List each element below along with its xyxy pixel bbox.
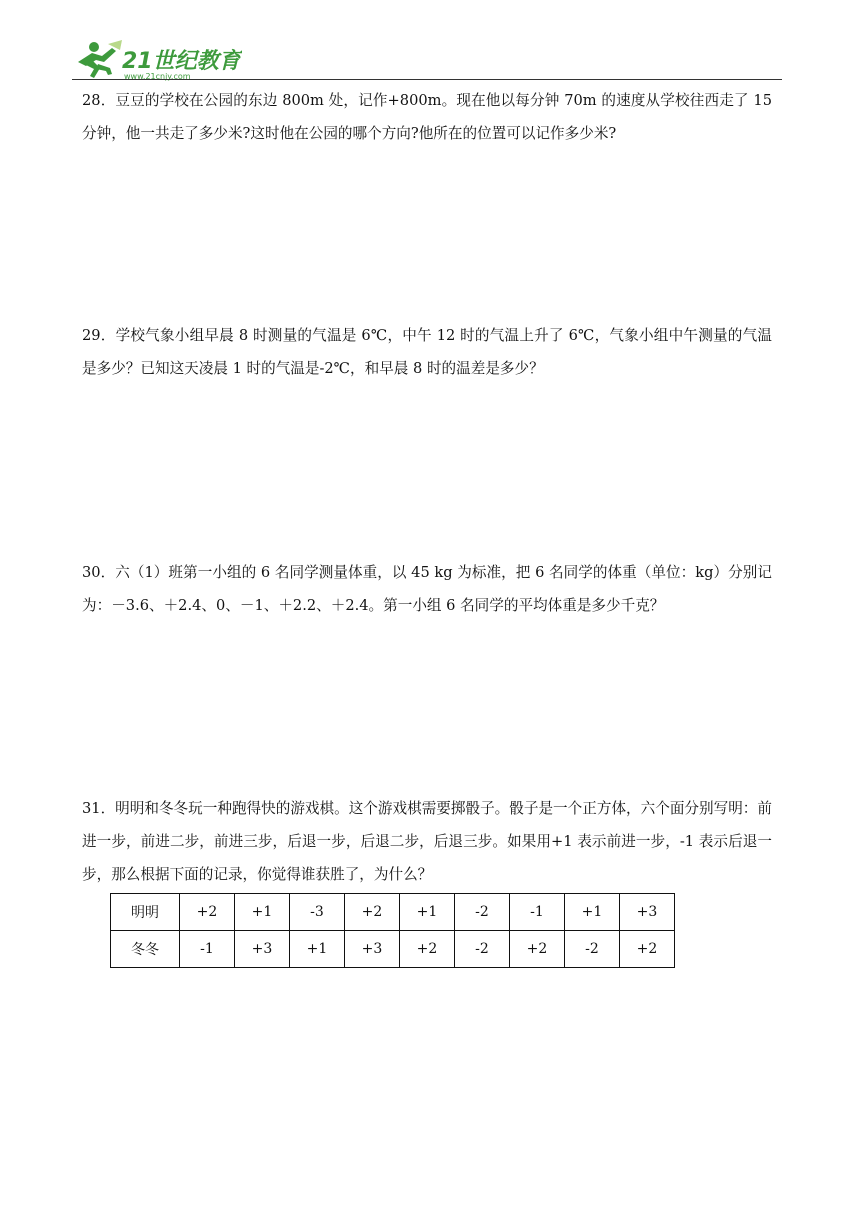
question-text: 30．六（1）班第一小组的 6 名同学测量体重，以 45 kg 为标准，把 6 名同学的体重（单位：kg）分别记为：－3.6、＋2.4、0、－1、＋2.2、＋2.4。第一小组 6 名同学的平均体重是多少千克？	[82, 564, 772, 614]
score-cell: +3	[345, 931, 400, 968]
score-cell: +3	[235, 931, 290, 968]
score-cell: +1	[565, 894, 620, 931]
score-cell: +2	[620, 931, 675, 968]
runner-icon	[78, 42, 116, 78]
score-cell: -1	[180, 931, 235, 968]
score-cell: +1	[235, 894, 290, 931]
score-cell: -2	[455, 894, 510, 931]
question-28	[82, 84, 772, 150]
score-cell: +2	[400, 931, 455, 968]
site-logo	[72, 38, 242, 82]
header-divider	[72, 79, 782, 80]
player-name-cell: 冬冬	[111, 931, 180, 968]
question-29	[82, 319, 772, 385]
flag-icon	[108, 40, 122, 50]
logo-text: 21世纪教育	[122, 49, 241, 74]
question-30	[82, 556, 772, 622]
score-cell: -2	[565, 931, 620, 968]
question-text: 29．学校气象小组早晨 8 时测量的气温是 6℃，中午 12 时的气温上升了 6℃，气象小组中午测量的气温是多少？已知这天凌晨 1 时的气温是-2℃，和早晨 8 时的温差是多少？	[82, 327, 772, 377]
score-cell: -2	[455, 931, 510, 968]
question-31	[82, 792, 772, 891]
score-cell: +1	[290, 931, 345, 968]
score-cell: +2	[510, 931, 565, 968]
score-cell: +2	[345, 894, 400, 931]
table-row	[111, 931, 675, 968]
dice-record-table	[110, 893, 675, 968]
score-cell: +1	[400, 894, 455, 931]
score-cell: +2	[180, 894, 235, 931]
player-name-cell: 明明	[111, 894, 180, 931]
score-cell: -1	[510, 894, 565, 931]
question-text: 31．明明和冬冬玩一种跑得快的游戏棋。这个游戏棋需要掷骰子。骰子是一个正方体，六个面分别写明：前进一步，前进二步，前进三步，后退一步，后退二步，后退三步。如果用+1 表示前进一步，-1 表示后退一步，那么根据下面的记录，你觉得谁获胜了，为什么？	[82, 800, 772, 883]
logo-subtext: www.21cnjy.com	[124, 72, 191, 81]
score-cell: +3	[620, 894, 675, 931]
score-cell: -3	[290, 894, 345, 931]
question-text: 28．豆豆的学校在公园的东边 800m 处，记作+800m。现在他以每分钟 70m 的速度从学校往西走了 15 分钟，他一共走了多少米?这时他在公园的哪个方向?他所在的位置可以记作多少米?	[82, 92, 772, 142]
page-header	[72, 38, 782, 82]
table-row	[111, 894, 675, 931]
